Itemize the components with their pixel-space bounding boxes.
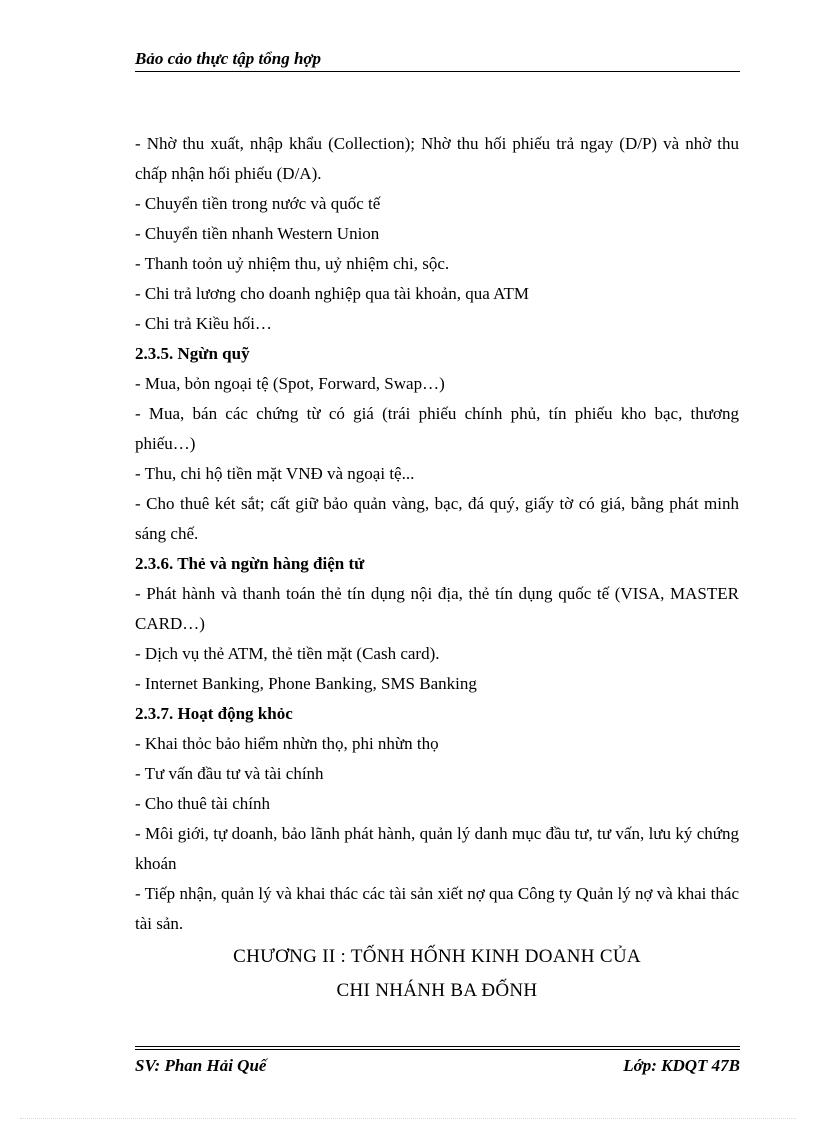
body-text xyxy=(135,129,739,939)
page-header xyxy=(135,48,740,72)
chapter-title xyxy=(135,940,739,1008)
page-edge-divider xyxy=(20,1118,796,1119)
footer-rule-top xyxy=(135,1046,740,1047)
footer-student: SV: Phan Hải Quế xyxy=(135,1056,267,1075)
section-heading-other: 2.3.7. Hoạt động khỏc xyxy=(135,704,293,723)
bullet-foreign-exchange: - Mua, bỏn ngoại tệ (Spot, Forward, Swap…) xyxy=(135,374,445,393)
bullet-debt-management: - Tiếp nhận, quản lý và khai thác các tài sản xiết nợ qua Công ty Quản lý nợ và khai thác tài sản. xyxy=(135,884,739,933)
bullet-cash-collection: - Thu, chi hộ tiền mặt VNĐ và ngoại tệ... xyxy=(135,464,415,483)
bullet-safe-deposit: - Cho thuê két sắt; cất giữ bảo quản vàng, bạc, đá quý, giấy tờ có giá, bằng phát minh sáng chế. xyxy=(135,494,739,543)
bullet-western-union: - Chuyển tiền nhanh Western Union xyxy=(135,224,380,243)
bullet-collection: - Nhờ thu xuất, nhập khẩu (Collection); Nhờ thu hối phiếu trả ngay (D/P) và nhờ thu chấp nhận hối phiếu (D/A). xyxy=(135,134,739,183)
footer-row xyxy=(135,1055,740,1077)
bullet-brokerage: - Môi giới, tự doanh, bảo lãnh phát hành, quản lý danh mục đầu tư, tư vấn, lưu ký chứng khoán xyxy=(135,824,739,873)
header-rule xyxy=(135,71,740,72)
chapter-title-line-2: CHI NHÁNH BA ĐỐNH xyxy=(336,980,538,1001)
section-heading-cards: 2.3.6. Thẻ và ngừn hàng điện tử xyxy=(135,554,365,573)
bullet-securities-trading: - Mua, bán các chứng từ có giá (trái phiếu chính phủ, tín phiếu kho bạc, thương phiếu…) xyxy=(135,404,739,453)
bullet-atm-cards: - Dịch vụ thẻ ATM, thẻ tiền mặt (Cash card). xyxy=(135,644,440,663)
section-heading-treasury: 2.3.5. Ngừn quỹ xyxy=(135,344,250,363)
footer-rule-bottom xyxy=(135,1049,740,1050)
bullet-investment-advice: - Tư vấn đầu tư và tài chính xyxy=(135,764,324,783)
page-footer xyxy=(135,1046,740,1077)
bullet-e-banking: - Internet Banking, Phone Banking, SMS Banking xyxy=(135,674,477,693)
bullet-domestic-transfer: - Chuyển tiền trong nước và quốc tế xyxy=(135,194,381,213)
bullet-payment-orders: - Thanh toỏn uỷ nhiệm thu, uỷ nhiệm chi, sộc. xyxy=(135,254,450,273)
bullet-leasing: - Cho thuê tài chính xyxy=(135,794,271,813)
bullet-insurance: - Khai thỏc bảo hiểm nhừn thọ, phi nhừn thọ xyxy=(135,734,439,753)
bullet-credit-cards: - Phát hành và thanh toán thẻ tín dụng nội địa, thẻ tín dụng quốc tế (VISA, MASTER CARD…) xyxy=(135,584,739,633)
footer-class: Lớp: KDQT 47B xyxy=(623,1056,740,1075)
header-title: Bảo cảo thực tập tổng hợp xyxy=(135,49,322,68)
bullet-payroll: - Chi trả lương cho doanh nghiệp qua tài khoản, qua ATM xyxy=(135,284,530,303)
bullet-remittance: - Chi trả Kiều hối… xyxy=(135,314,272,333)
chapter-title-line-1: CHƯƠNG II : TỐNH HỐNH KINH DOANH CỦA xyxy=(233,946,641,967)
